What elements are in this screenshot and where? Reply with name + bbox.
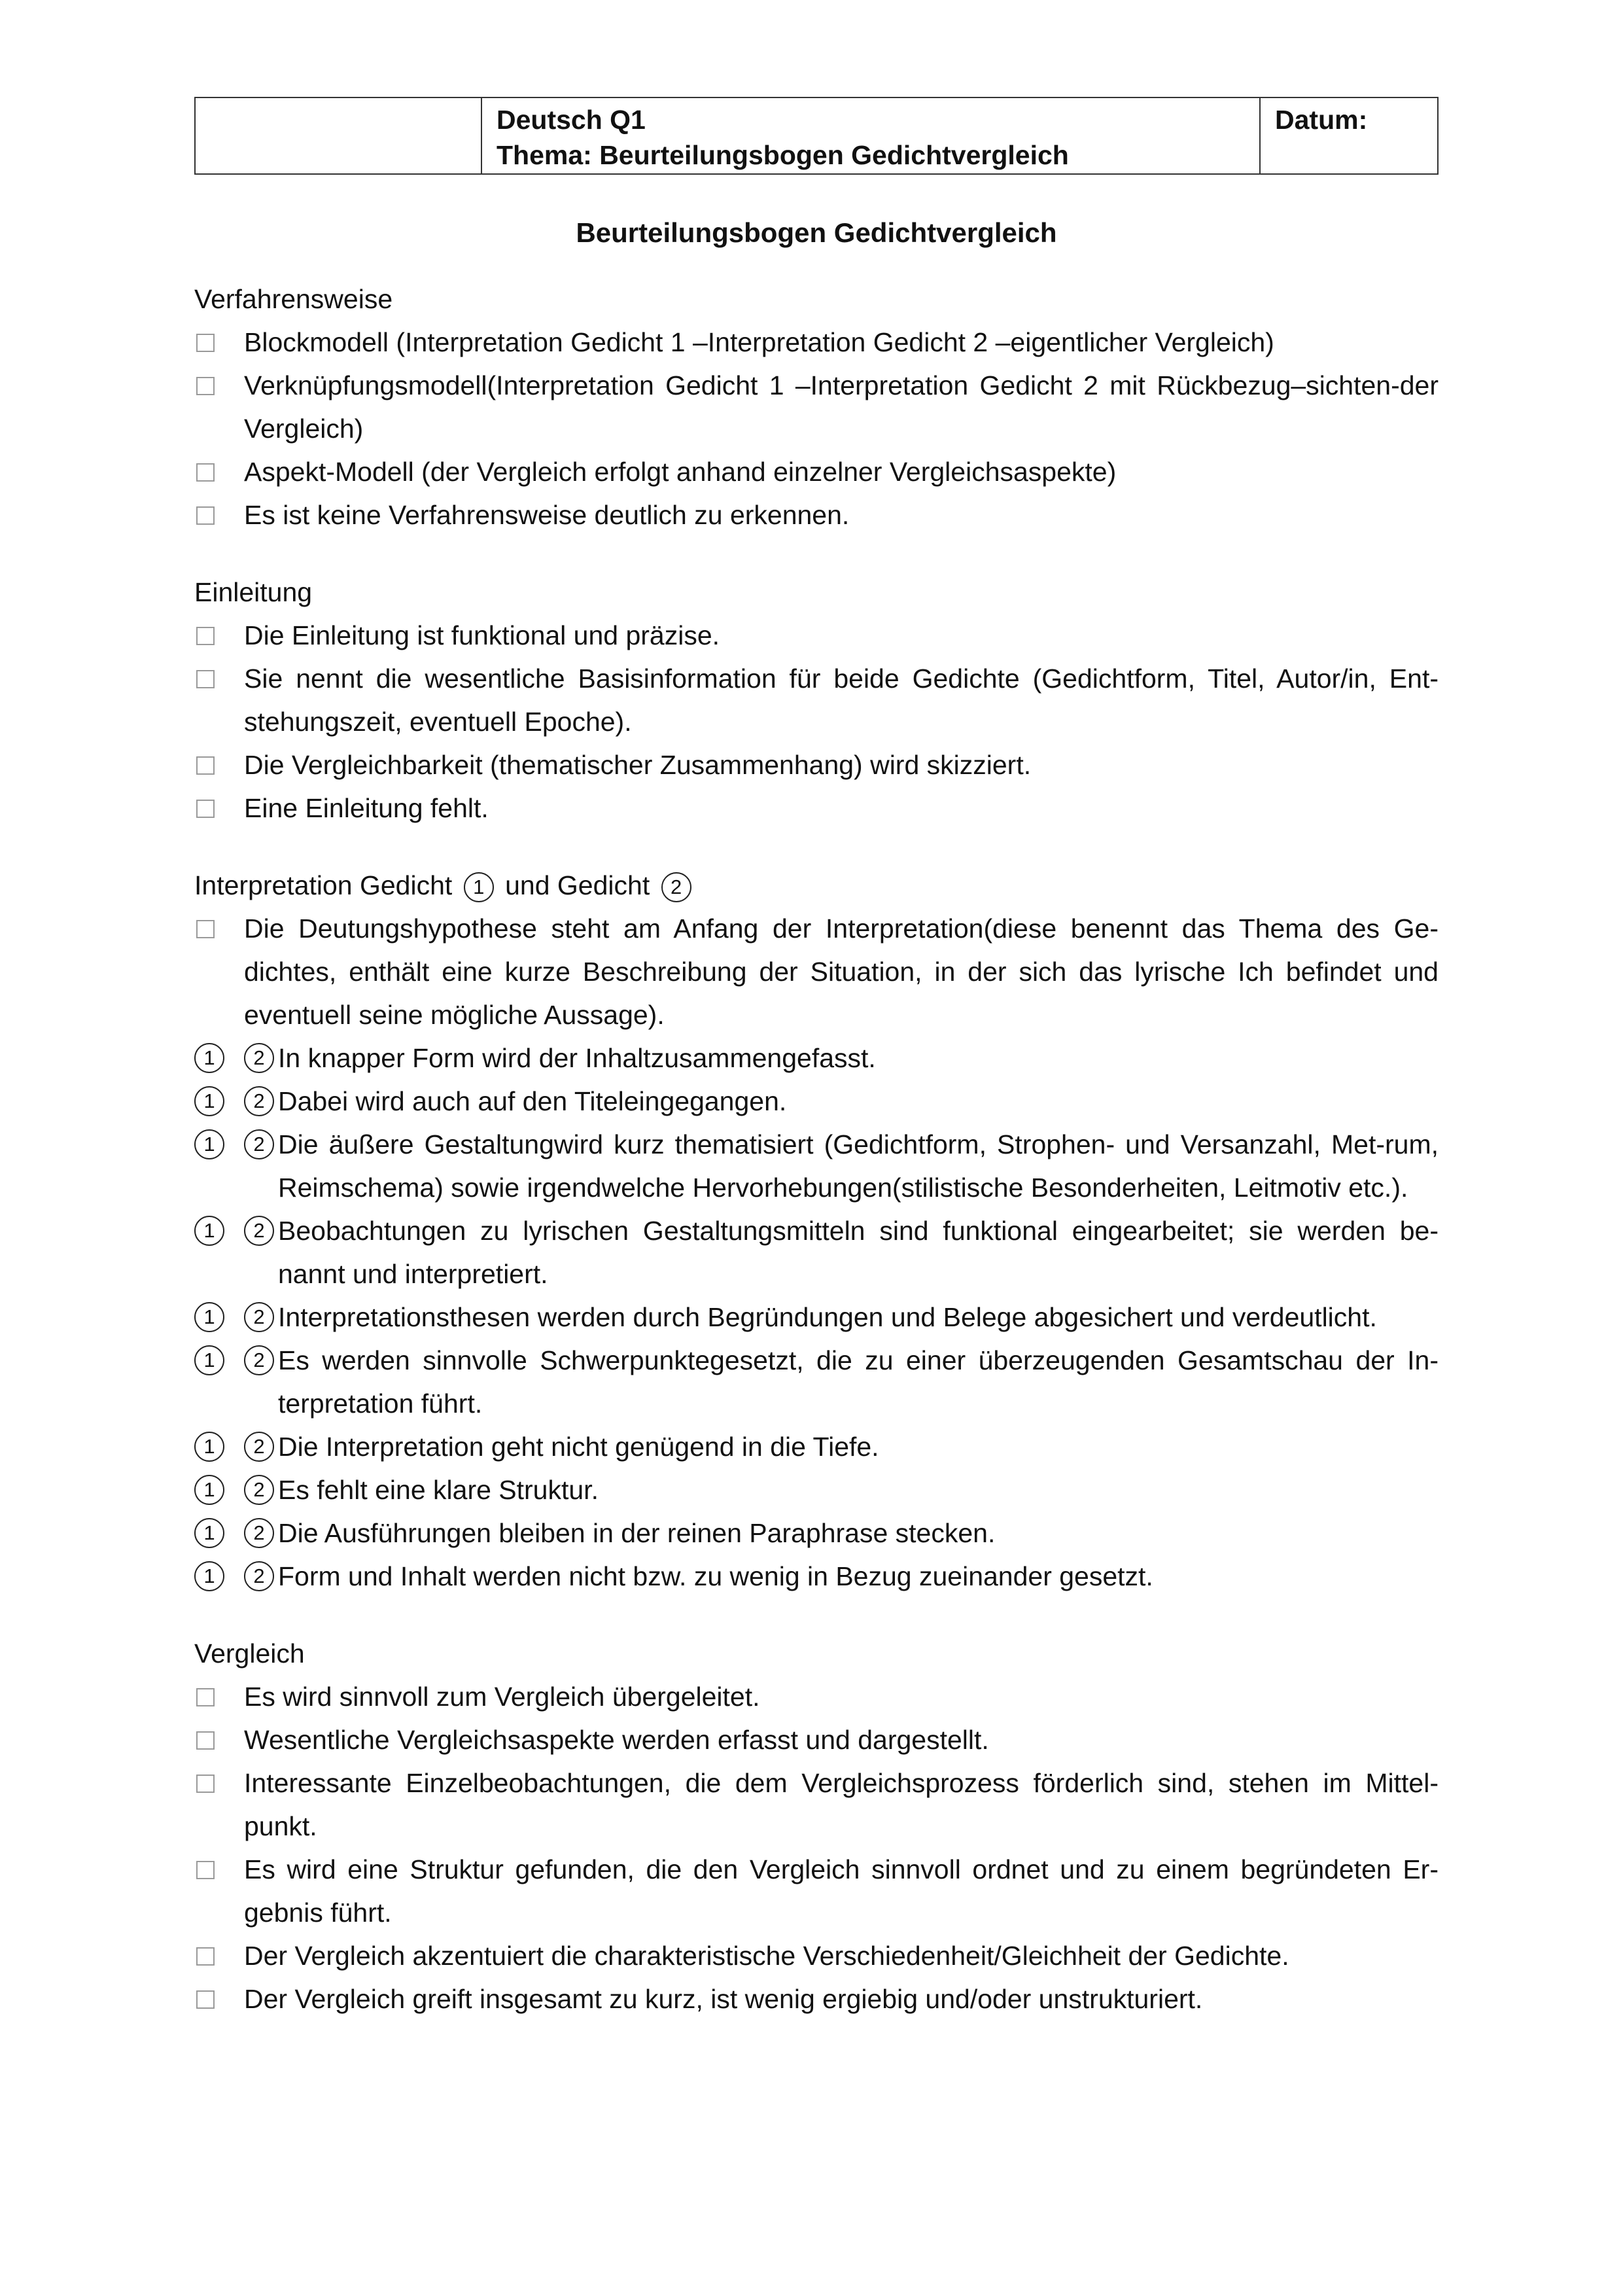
checkbox[interactable] <box>196 334 215 352</box>
document-title: Beurteilungsbogen Gedichtvergleich <box>576 217 1057 248</box>
poem-criterion <box>194 1123 1439 1209</box>
poem-criterion <box>194 1080 1439 1123</box>
poem-2-marker[interactable]: 2 <box>244 1475 274 1505</box>
circled-number-1: 1 <box>464 872 494 902</box>
poem-1-marker[interactable]: 1 <box>194 1086 224 1116</box>
checkbox[interactable] <box>196 1731 215 1750</box>
poem-criterion <box>194 1339 1439 1425</box>
checklist-item-text: Sie nennt die wesentliche Basisinformation für beide Gedichte (Gedichtform, Titel, Autor/in, Ent-stehungszeit, eventuell Epoche). <box>244 663 1439 737</box>
poem-1-marker[interactable]: 1 <box>194 1043 224 1073</box>
checklist-item <box>194 907 1439 1036</box>
poem-criterion-text: Interpretationsthesen werden durch Begründungen und Belege abgesichert und verdeutlicht. <box>278 1302 1377 1332</box>
poem-criterion <box>194 1425 1439 1468</box>
checklist-item-text: Es wird sinnvoll zum Vergleich übergeleitet. <box>244 1682 760 1712</box>
checklist-item-text: Die Einleitung ist funktional und präzise. <box>244 620 720 650</box>
header-topic: Thema: Beurteilungsbogen Gedichtvergleich <box>497 140 1069 170</box>
poem-criterion-text: Die äußere Gestaltungwird kurz thematisiert (Gedichtform, Strophen- und Versanzahl, Met-rum, Reimschema) sowie irgendwelche Hervorhebungen(stilistische Besonderheiten, Leitmotiv etc.). <box>278 1129 1439 1203</box>
poem-2-marker[interactable]: 2 <box>244 1216 274 1246</box>
header-cell-empty <box>196 98 482 173</box>
checklist-item-text: Die Deutungshypothese steht am Anfang der Interpretation(diese benennt das Thema des Ge-dichtes, enthält eine kurze Beschreibung der Situation, in der sich das lyrische Ich befindet und eventuell seine mögliche Aussage). <box>244 913 1439 1030</box>
section-heading: Vergleich <box>194 1638 305 1669</box>
poem-2-marker[interactable]: 2 <box>244 1086 274 1116</box>
checkbox[interactable] <box>196 920 215 938</box>
poem-1-marker[interactable]: 1 <box>194 1129 224 1159</box>
section-heading: Einleitung <box>194 577 313 607</box>
poem-1-marker[interactable]: 1 <box>194 1216 224 1246</box>
checklist-item-text: Interessante Einzelbeobachtungen, die dem Vergleichsprozess förderlich sind, stehen im Mittel-punkt. <box>244 1768 1439 1841</box>
checkbox[interactable] <box>196 506 215 525</box>
section-heading: Verfahrensweise <box>194 284 393 314</box>
poem-2-marker[interactable]: 2 <box>244 1561 274 1591</box>
checklist-item <box>194 1761 1439 1848</box>
poem-1-marker[interactable]: 1 <box>194 1345 224 1375</box>
poem-criterion-text: In knapper Form wird der Inhaltzusammengefasst. <box>278 1043 876 1073</box>
section-heading-part: Interpretation Gedicht <box>194 870 453 900</box>
poem-2-marker[interactable]: 2 <box>244 1518 274 1548</box>
header-subject: Deutsch Q1 <box>497 105 646 135</box>
checklist-item-text: Die Vergleichbarkeit (thematischer Zusammenhang) wird skizziert. <box>244 750 1032 780</box>
poem-criterion-text: Es werden sinnvolle Schwerpunktegesetzt, die zu einer überzeugenden Gesamtschau der In-terpretation führt. <box>278 1345 1439 1419</box>
checklist-item <box>194 1848 1439 1934</box>
checkbox[interactable] <box>196 800 215 818</box>
checklist-item-text: Aspekt-Modell (der Vergleich erfolgt anhand einzelner Vergleichsaspekte) <box>244 457 1117 487</box>
checklist-item-text: Wesentliche Vergleichsaspekte werden erfasst und dargestellt. <box>244 1725 989 1755</box>
checklist-item <box>194 1675 1439 1718</box>
checkbox[interactable] <box>196 1990 215 2009</box>
checkbox[interactable] <box>196 463 215 482</box>
checklist-item <box>194 321 1439 364</box>
checklist-item-text: Eine Einleitung fehlt. <box>244 793 489 823</box>
checklist-item <box>194 364 1439 450</box>
checkbox[interactable] <box>196 377 215 395</box>
document-content <box>194 277 1439 2021</box>
poem-criterion-text: Die Interpretation geht nicht genügend in die Tiefe. <box>278 1432 879 1462</box>
poem-1-marker[interactable]: 1 <box>194 1302 224 1332</box>
poem-criterion-text: Dabei wird auch auf den Titeleingegangen. <box>278 1086 787 1116</box>
poem-1-marker[interactable]: 1 <box>194 1518 224 1548</box>
poem-criterion-text: Die Ausführungen bleiben in der reinen Paraphrase stecken. <box>278 1518 996 1548</box>
section-einleitung <box>194 571 1439 830</box>
poem-criterion <box>194 1555 1439 1598</box>
checkbox[interactable] <box>196 756 215 775</box>
checklist-item <box>194 743 1439 786</box>
checklist-item <box>194 1718 1439 1761</box>
section-interpretation <box>194 864 1439 1598</box>
poem-criterion <box>194 1036 1439 1080</box>
poem-1-marker[interactable]: 1 <box>194 1475 224 1505</box>
section-vergleich <box>194 1632 1439 2021</box>
circled-number-2: 2 <box>661 872 691 902</box>
poem-2-marker[interactable]: 2 <box>244 1302 274 1332</box>
checkbox[interactable] <box>196 1947 215 1966</box>
checkbox[interactable] <box>196 1775 215 1793</box>
checkbox[interactable] <box>196 1861 215 1879</box>
checkbox[interactable] <box>196 1688 215 1706</box>
checklist-item <box>194 786 1439 830</box>
section-verfahrensweise <box>194 277 1439 537</box>
checklist-item <box>194 614 1439 657</box>
poem-criterion <box>194 1209 1439 1296</box>
poem-criterion-text: Form und Inhalt werden nicht bzw. zu wenig in Bezug zueinander gesetzt. <box>278 1561 1153 1591</box>
checklist-item <box>194 493 1439 537</box>
header-date-label: Datum: <box>1275 105 1368 135</box>
poem-1-marker[interactable]: 1 <box>194 1432 224 1462</box>
checklist-item-text: Blockmodell (Interpretation Gedicht 1 –Interpretation Gedicht 2 –eigentlicher Vergleich) <box>244 327 1274 357</box>
section-heading-part: und Gedicht <box>505 870 650 900</box>
checklist-item <box>194 1934 1439 1977</box>
header-table <box>194 97 1439 175</box>
poem-2-marker[interactable]: 2 <box>244 1043 274 1073</box>
checklist-item-text: Der Vergleich akzentuiert die charakteristische Verschiedenheit/Gleichheit der Gedichte. <box>244 1941 1289 1971</box>
poem-criterion <box>194 1511 1439 1555</box>
poem-criterion-text: Beobachtungen zu lyrischen Gestaltungsmitteln sind funktional eingearbeitet; sie werden be-nannt und interpretiert. <box>278 1216 1439 1289</box>
header-cell-date <box>1261 98 1437 173</box>
poem-criterion <box>194 1468 1439 1511</box>
poem-2-marker[interactable]: 2 <box>244 1432 274 1462</box>
poem-criterion <box>194 1296 1439 1339</box>
poem-2-marker[interactable]: 2 <box>244 1345 274 1375</box>
poem-criterion-text: Es fehlt eine klare Struktur. <box>278 1475 599 1505</box>
checklist-item-text: Verknüpfungsmodell(Interpretation Gedicht 1 –Interpretation Gedicht 2 mit Rückbezug–sichten-der Vergleich) <box>244 370 1439 444</box>
checklist-item <box>194 450 1439 493</box>
checklist-item <box>194 1977 1439 2021</box>
poem-1-marker[interactable]: 1 <box>194 1561 224 1591</box>
checklist-item-text: Es wird eine Struktur gefunden, die den Vergleich sinnvoll ordnet und zu einem begründeten Er-gebnis führt. <box>244 1854 1439 1928</box>
header-cell-subject <box>482 98 1261 173</box>
poem-2-marker[interactable]: 2 <box>244 1129 274 1159</box>
checkbox[interactable] <box>196 627 215 645</box>
checkbox[interactable] <box>196 670 215 688</box>
checklist-item-text: Es ist keine Verfahrensweise deutlich zu erkennen. <box>244 500 850 530</box>
checklist-item-text: Der Vergleich greift insgesamt zu kurz, ist wenig ergiebig und/oder unstrukturiert. <box>244 1984 1203 2014</box>
section-heading <box>194 864 1439 907</box>
checklist-item <box>194 657 1439 743</box>
